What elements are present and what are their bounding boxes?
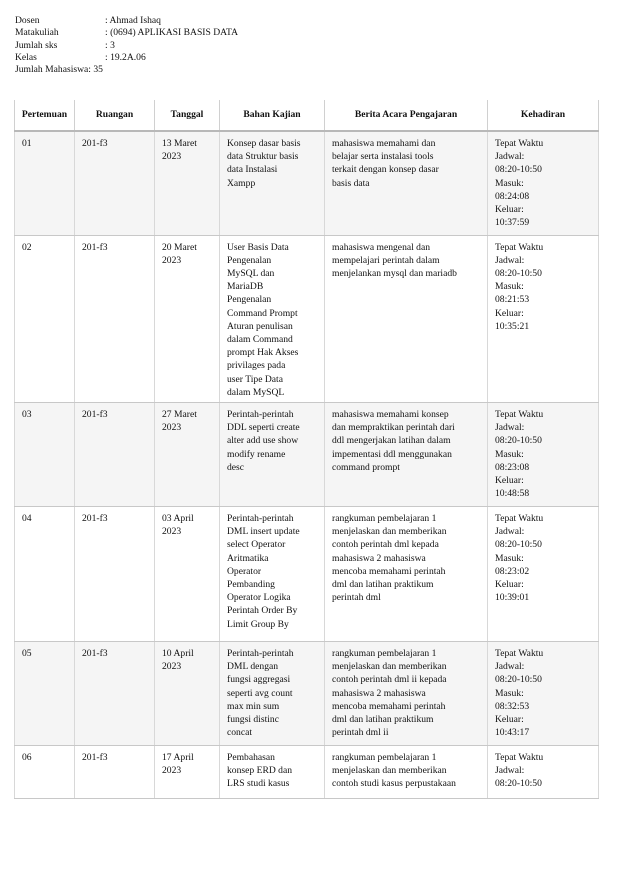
cell-kehadiran-line: Masuk: xyxy=(495,687,524,699)
cell-kehadiran-line: Masuk: xyxy=(495,552,524,564)
cell-tanggal-line: 2023 xyxy=(162,661,182,673)
cell-berita-acara-line: mencoba memahami perintah xyxy=(332,700,446,712)
cell-berita-acara-line: dan mempraktikan perintah dari xyxy=(332,422,455,434)
cell-bahan-kajian-line: dalam Command xyxy=(227,333,293,345)
cell-kehadiran xyxy=(488,402,599,506)
cell-bahan-kajian-line: konsep ERD dan xyxy=(227,765,293,777)
table-row xyxy=(15,745,599,798)
cell-bahan-kajian-line: concat xyxy=(227,727,253,739)
cell-tanggal xyxy=(155,745,220,798)
table-row xyxy=(15,641,599,745)
cell-berita-acara-line: ddl mengerjakan latihan dalam xyxy=(332,435,451,447)
cell-kehadiran-line: Keluar: xyxy=(495,713,524,725)
cell-kehadiran-line: 08:24:08 xyxy=(495,190,530,202)
cell-bahan-kajian-line: dalam MySQL xyxy=(227,386,285,398)
cell-berita-acara-line: mahasiswa memahami konsep xyxy=(332,408,449,420)
cell-kehadiran xyxy=(488,235,599,402)
cell-kehadiran-line: 08:21:53 xyxy=(495,294,530,306)
cell-bahan-kajian-line: alter add use show xyxy=(227,435,299,447)
cell-ruangan: 201-f3 xyxy=(75,745,155,798)
cell-bahan-kajian-line: max min sum xyxy=(227,700,280,712)
cell-berita-acara-line: mempelajari perintah dalam xyxy=(332,254,440,266)
table-row xyxy=(15,235,599,402)
cell-bahan-kajian-line: Konsep dasar basis xyxy=(227,138,301,149)
cell-kehadiran-line: 08:23:08 xyxy=(495,461,530,473)
cell-berita-acara-line: perintah dml xyxy=(332,592,381,604)
cell-bahan-kajian-line: fungsi distinc xyxy=(227,713,279,725)
cell-berita-acara-line: menjelaskan dan memberikan xyxy=(332,661,447,673)
cell-kehadiran-line: 08:20-10:50 xyxy=(495,164,542,176)
kelas-label: Kelas xyxy=(15,51,37,63)
cell-tanggal-line: 2023 xyxy=(162,526,182,538)
cell-bahan-kajian-line: MySQL dan xyxy=(227,267,275,279)
cell-kehadiran-line: 10:43:17 xyxy=(495,727,530,739)
cell-bahan-kajian-line: Perintah Order By xyxy=(227,605,298,617)
col-header-ruangan: Ruangan xyxy=(75,100,155,131)
cell-berita-acara xyxy=(325,402,488,506)
cell-kehadiran-line: Tepat Waktu xyxy=(495,138,544,149)
cell-kehadiran-line: Masuk: xyxy=(495,281,524,293)
cell-tanggal-line: 20 Maret xyxy=(162,241,197,253)
cell-kehadiran-line: 08:20-10:50 xyxy=(495,674,542,686)
cell-berita-acara-line: impementasi ddl menggunakan xyxy=(332,448,452,460)
cell-bahan-kajian-line: Perintah-perintah xyxy=(227,647,294,659)
cell-kehadiran-line: 08:20-10:50 xyxy=(495,539,542,551)
cell-bahan-kajian-line: data Instalasi xyxy=(227,164,278,176)
cell-berita-acara-line: dml dan latihan praktikum xyxy=(332,713,434,725)
cell-berita-acara-line: rangkuman pembelajaran 1 xyxy=(332,512,437,524)
cell-berita-acara-line: contoh perintah dml ii kepada xyxy=(332,674,447,686)
cell-bahan-kajian-line: modify rename xyxy=(227,448,286,460)
col-header-tanggal: Tanggal xyxy=(155,100,220,131)
cell-berita-acara-line: menjelaskan dan memberikan xyxy=(332,526,447,538)
cell-kehadiran-line: Jadwal: xyxy=(495,765,525,777)
cell-pertemuan: 06 xyxy=(15,745,75,798)
matakuliah-label: Matakuliah xyxy=(15,27,59,39)
cell-tanggal xyxy=(155,641,220,745)
cell-bahan-kajian-line: Command Prompt xyxy=(227,307,298,319)
mahasiswa-value: : 35 xyxy=(88,64,103,76)
cell-berita-acara-line: contoh perintah dml kepada xyxy=(332,539,439,551)
cell-bahan-kajian-line: Operator xyxy=(227,565,262,577)
cell-berita-acara-line: menjelaskan dan memberikan xyxy=(332,765,447,777)
cell-bahan-kajian-line: privilages pada xyxy=(227,360,286,372)
cell-bahan-kajian-line: desc xyxy=(227,461,245,473)
col-header-berita-acara: Berita Acara Pengajaran xyxy=(325,100,488,131)
table-row xyxy=(15,131,599,235)
cell-tanggal-line: 2023 xyxy=(162,254,182,266)
cell-kehadiran-line: 10:37:59 xyxy=(495,217,530,229)
cell-kehadiran-line: Jadwal: xyxy=(495,422,525,434)
info-dosen xyxy=(15,15,238,27)
cell-kehadiran-line: 08:23:02 xyxy=(495,565,530,577)
cell-kehadiran-line: Tepat Waktu xyxy=(495,408,544,420)
col-header-kehadiran: Kehadiran xyxy=(488,100,599,131)
cell-bahan-kajian-line: user Tipe Data xyxy=(227,373,283,385)
cell-berita-acara-line: basis data xyxy=(332,177,370,189)
cell-kehadiran xyxy=(488,641,599,745)
cell-berita-acara-line: mahasiswa 2 mahasiswa xyxy=(332,552,426,564)
cell-bahan-kajian-line: Pembahasan xyxy=(227,751,275,763)
cell-bahan-kajian-line: Pengenalan xyxy=(227,294,272,306)
col-header-bahan-kajian: Bahan Kajian xyxy=(220,100,325,131)
cell-kehadiran-line: 10:48:58 xyxy=(495,488,530,500)
cell-kehadiran-line: Tepat Waktu xyxy=(495,512,544,524)
cell-tanggal-line: 03 April xyxy=(162,512,194,524)
cell-kehadiran-line: Keluar: xyxy=(495,578,524,590)
cell-tanggal xyxy=(155,235,220,402)
cell-berita-acara-line: mahasiswa memahami dan xyxy=(332,138,436,149)
cell-tanggal xyxy=(155,131,220,235)
cell-bahan-kajian-line: seperti avg count xyxy=(227,687,293,699)
mahasiswa-label: Jumlah Mahasiswa xyxy=(15,64,89,76)
cell-bahan-kajian xyxy=(220,745,325,798)
table-body xyxy=(15,131,599,798)
cell-kehadiran-line: Keluar: xyxy=(495,307,524,319)
info-matakuliah xyxy=(15,27,238,39)
cell-tanggal-line: 2023 xyxy=(162,151,182,163)
info-kelas xyxy=(15,52,238,64)
cell-berita-acara-line: belajar serta instalasi tools xyxy=(332,151,434,163)
cell-bahan-kajian-line: Perintah-perintah xyxy=(227,408,294,420)
cell-kehadiran-line: Keluar: xyxy=(495,204,524,216)
cell-bahan-kajian-line: Xampp xyxy=(227,177,256,189)
cell-berita-acara-line: rangkuman pembelajaran 1 xyxy=(332,751,437,763)
cell-berita-acara-line: mencoba memahami perintah xyxy=(332,565,446,577)
cell-berita-acara xyxy=(325,131,488,235)
cell-bahan-kajian-line: data Struktur basis xyxy=(227,151,299,163)
cell-kehadiran-line: Jadwal: xyxy=(495,526,525,538)
cell-tanggal-line: 13 Maret xyxy=(162,138,197,149)
cell-bahan-kajian-line: Aritmatika xyxy=(227,552,269,564)
dosen-label: Dosen xyxy=(15,15,40,26)
cell-bahan-kajian xyxy=(220,641,325,745)
cell-bahan-kajian-line: Operator Logika xyxy=(227,592,291,604)
cell-bahan-kajian-line: Pembanding xyxy=(227,578,275,590)
cell-bahan-kajian xyxy=(220,235,325,402)
cell-pertemuan: 03 xyxy=(15,402,75,506)
cell-kehadiran-line: 08:20-10:50 xyxy=(495,435,542,447)
table-row xyxy=(15,402,599,506)
dosen-value: : Ahmad Ishaq xyxy=(105,15,161,26)
cell-bahan-kajian xyxy=(220,402,325,506)
cell-ruangan: 201-f3 xyxy=(75,402,155,506)
table-row xyxy=(15,506,599,641)
cell-ruangan: 201-f3 xyxy=(75,131,155,235)
cell-kehadiran-line: Masuk: xyxy=(495,448,524,460)
cell-tanggal-line: 2023 xyxy=(162,765,182,777)
cell-bahan-kajian-line: User Basis Data xyxy=(227,241,289,253)
cell-berita-acara xyxy=(325,641,488,745)
cell-tanggal-line: 10 April xyxy=(162,647,194,659)
cell-tanggal-line: 2023 xyxy=(162,422,182,434)
cell-berita-acara-line: perintah dml ii xyxy=(332,727,389,739)
cell-kehadiran-line: Jadwal: xyxy=(495,151,525,163)
cell-kehadiran xyxy=(488,131,599,235)
cell-berita-acara-line: contoh studi kasus perpustakaan xyxy=(332,778,456,790)
cell-ruangan: 201-f3 xyxy=(75,641,155,745)
cell-berita-acara-line: mahasiswa 2 mahasiswa xyxy=(332,687,426,699)
cell-berita-acara xyxy=(325,745,488,798)
col-header-pertemuan: Pertemuan xyxy=(15,100,75,131)
cell-kehadiran-line: Jadwal: xyxy=(495,661,525,673)
cell-kehadiran-line: Masuk: xyxy=(495,177,524,189)
cell-bahan-kajian xyxy=(220,131,325,235)
cell-tanggal-line: 17 April xyxy=(162,751,194,763)
cell-kehadiran-line: 10:35:21 xyxy=(495,320,530,332)
table-header-row xyxy=(15,100,599,131)
kelas-value: : 19.2A.06 xyxy=(105,51,146,63)
sks-value: : 3 xyxy=(105,39,115,51)
info-jumlah-mahasiswa xyxy=(15,64,238,76)
cell-ruangan: 201-f3 xyxy=(75,506,155,641)
cell-kehadiran xyxy=(488,745,599,798)
cell-kehadiran-line: Keluar: xyxy=(495,474,524,486)
cell-bahan-kajian-line: fungsi aggregasi xyxy=(227,674,291,686)
cell-tanggal xyxy=(155,506,220,641)
cell-kehadiran-line: 08:20-10:50 xyxy=(495,267,542,279)
cell-pertemuan: 01 xyxy=(15,131,75,235)
cell-bahan-kajian-line: Aturan penulisan xyxy=(227,320,293,332)
cell-bahan-kajian-line: Limit Group By xyxy=(227,618,289,630)
cell-bahan-kajian-line: LRS studi kasus xyxy=(227,778,290,790)
cell-kehadiran-line: Tepat Waktu xyxy=(495,647,544,659)
cell-berita-acara-line: dml dan latihan praktikum xyxy=(332,578,434,590)
cell-bahan-kajian-line: DML insert update xyxy=(227,526,300,538)
schedule-table xyxy=(14,100,599,799)
cell-bahan-kajian-line: MariaDB xyxy=(227,281,264,293)
cell-kehadiran-line: Tepat Waktu xyxy=(495,241,544,253)
cell-berita-acara xyxy=(325,235,488,402)
cell-tanggal xyxy=(155,402,220,506)
matakuliah-value: : (0694) APLIKASI BASIS DATA xyxy=(105,27,239,39)
cell-berita-acara xyxy=(325,506,488,641)
cell-berita-acara-line: rangkuman pembelajaran 1 xyxy=(332,647,437,659)
cell-kehadiran-line: 08:32:53 xyxy=(495,700,530,712)
cell-kehadiran-line: 08:20-10:50 xyxy=(495,778,542,790)
cell-bahan-kajian-line: Perintah-perintah xyxy=(227,512,294,524)
cell-ruangan: 201-f3 xyxy=(75,235,155,402)
cell-bahan-kajian-line: DML dengan xyxy=(227,661,279,673)
cell-bahan-kajian-line: DDL seperti create xyxy=(227,422,300,434)
cell-kehadiran-line: 10:39:01 xyxy=(495,592,530,604)
cell-bahan-kajian-line: prompt Hak Akses xyxy=(227,347,299,359)
cell-berita-acara-line: terkait dengan konsep dasar xyxy=(332,164,439,176)
cell-kehadiran-line: Tepat Waktu xyxy=(495,751,544,763)
cell-pertemuan: 04 xyxy=(15,506,75,641)
cell-berita-acara-line: mahasiswa mengenal dan xyxy=(332,241,431,253)
cell-bahan-kajian-line: select Operator xyxy=(227,539,286,551)
cell-kehadiran xyxy=(488,506,599,641)
cell-berita-acara-line: command prompt xyxy=(332,461,400,473)
cell-bahan-kajian xyxy=(220,506,325,641)
cell-pertemuan: 05 xyxy=(15,641,75,745)
info-sks xyxy=(15,40,238,52)
cell-berita-acara-line: menjelankan mysql dan mariadb xyxy=(332,267,457,279)
course-info xyxy=(15,15,238,76)
cell-tanggal-line: 27 Maret xyxy=(162,408,197,420)
cell-kehadiran-line: Jadwal: xyxy=(495,254,525,266)
cell-pertemuan: 02 xyxy=(15,235,75,402)
cell-bahan-kajian-line: Pengenalan xyxy=(227,254,272,266)
sks-label: Jumlah sks xyxy=(15,39,58,51)
